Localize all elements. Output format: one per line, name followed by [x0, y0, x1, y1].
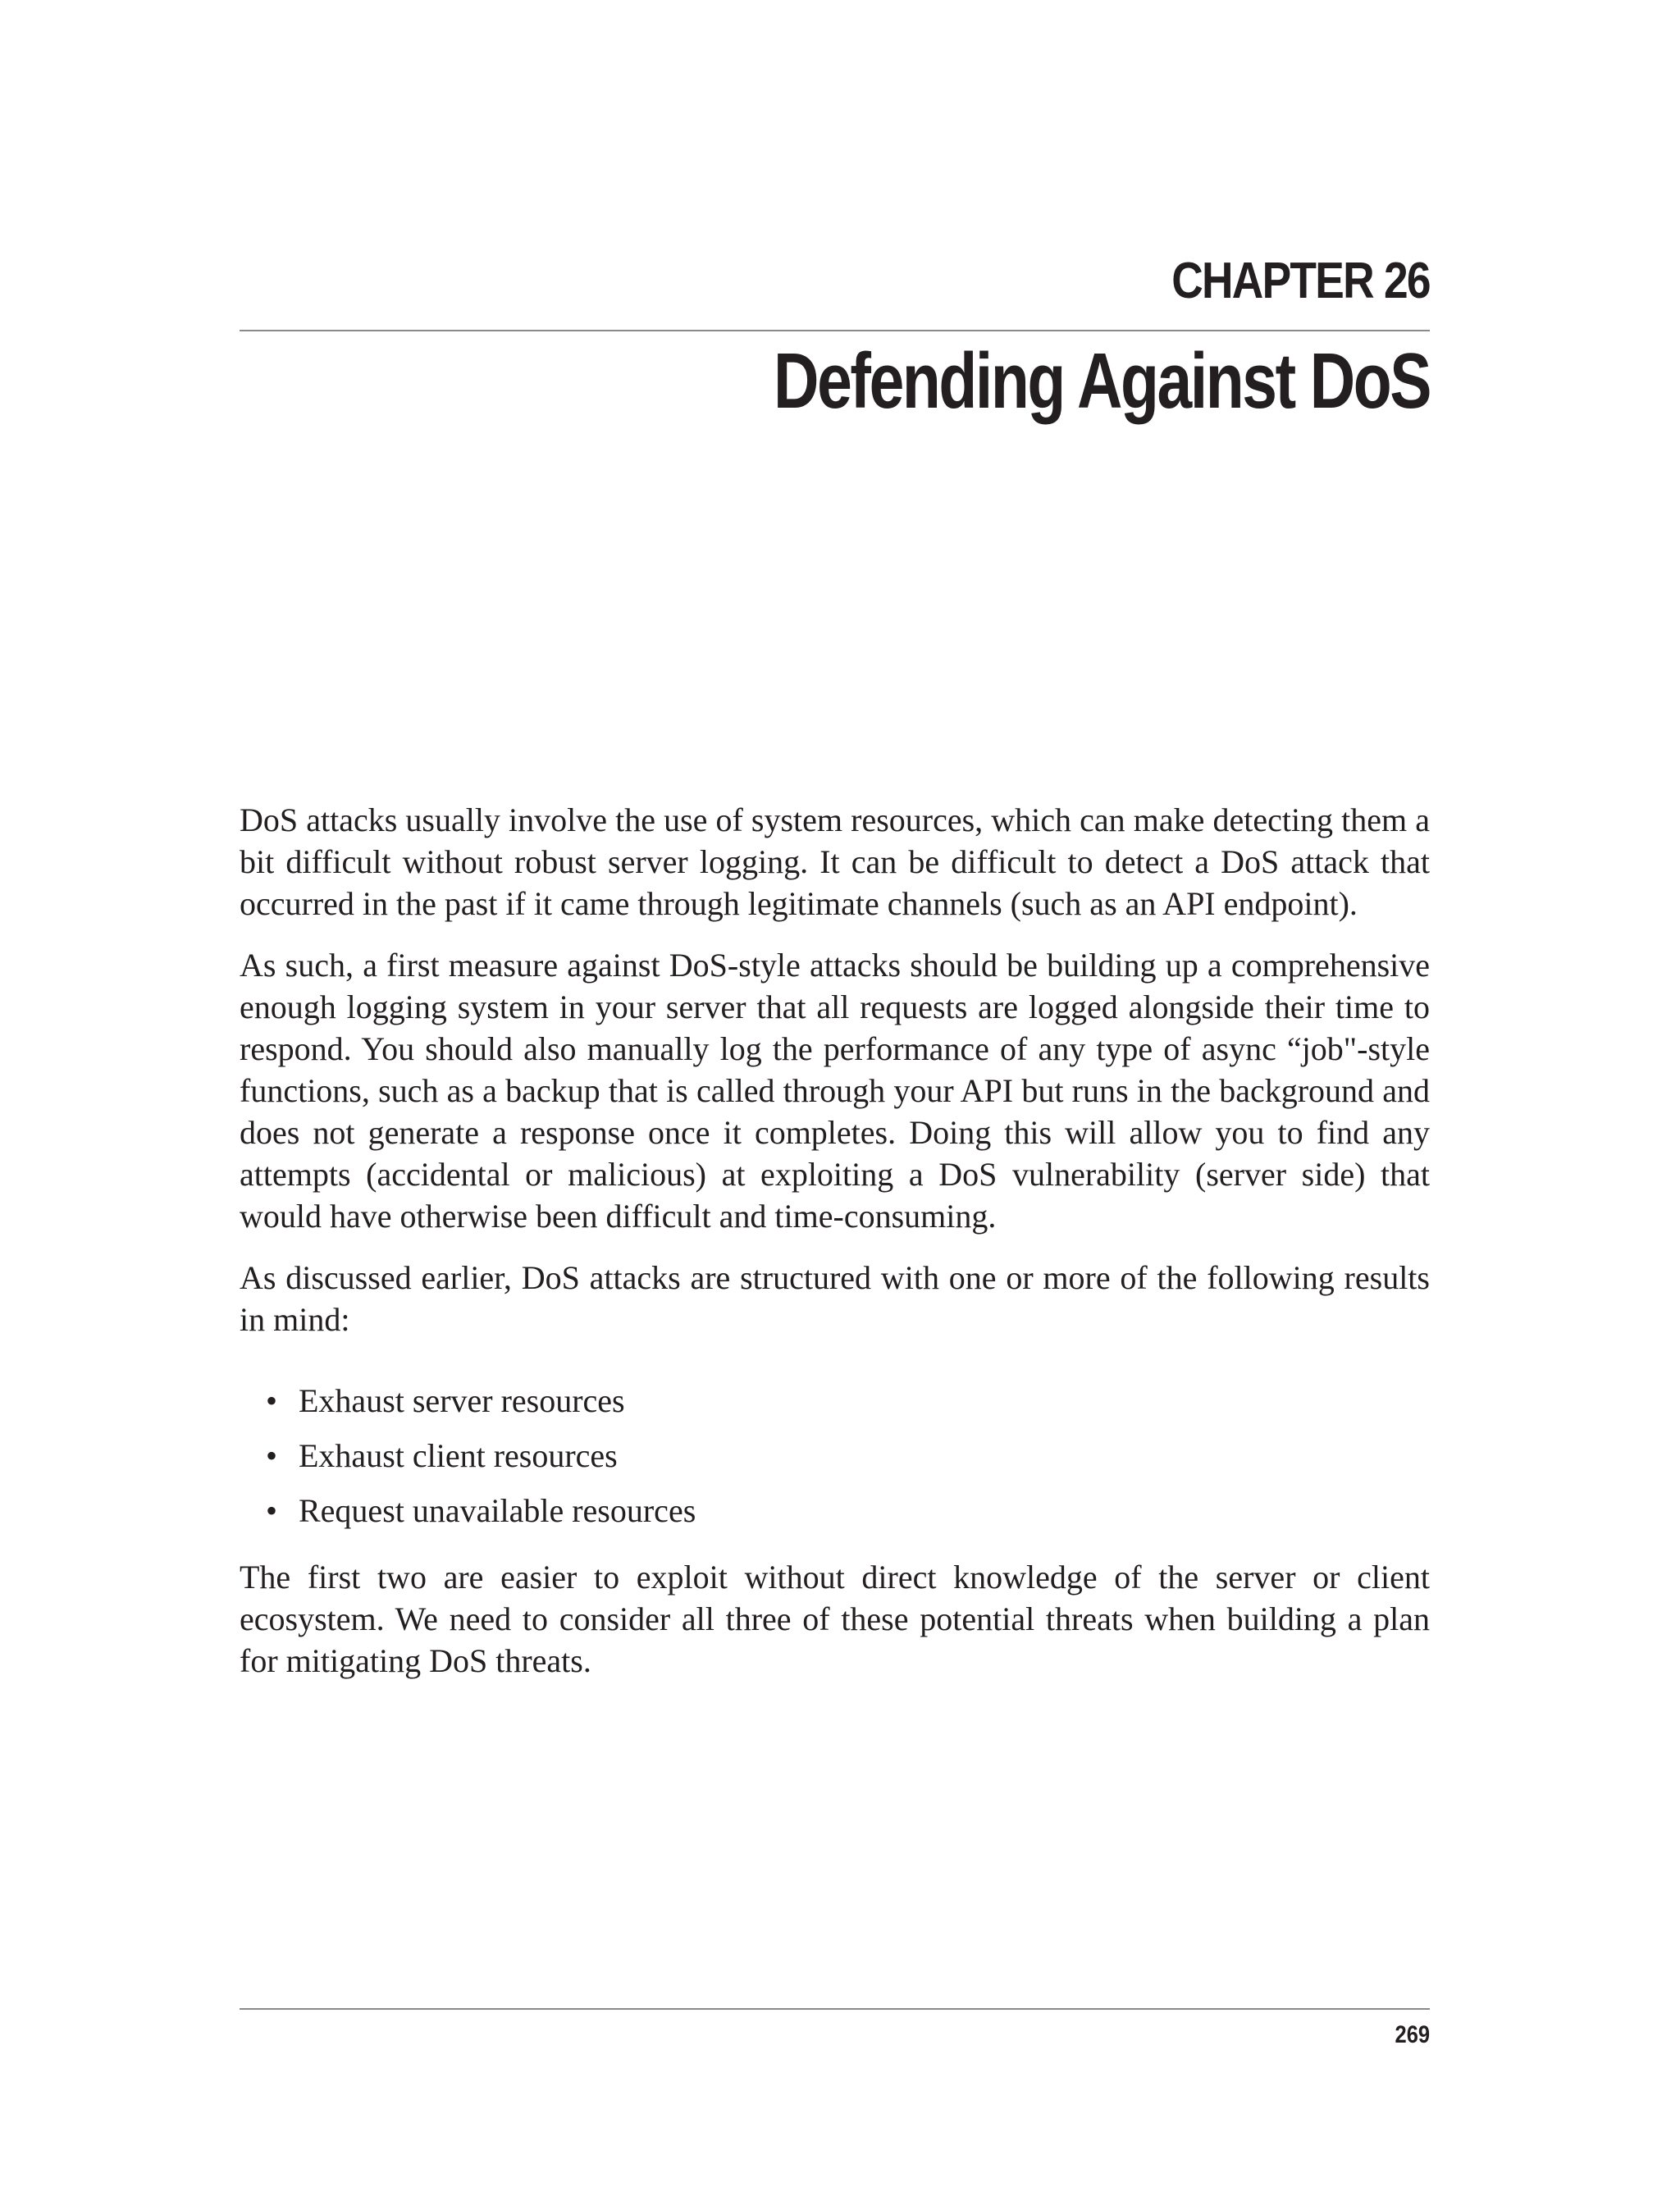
chapter-title: Defending Against DoS: [773, 337, 1430, 425]
footer-divider: [240, 2008, 1430, 2010]
paragraph-attack-goals: As discussed earlier, DoS attacks are structured with one or more of the following results in mind:: [240, 1259, 1430, 1338]
list-item: [266, 1435, 1430, 1477]
page-number: 269: [1395, 2021, 1430, 2048]
chapter-label: CHAPTER 26: [1171, 253, 1430, 309]
paragraph-intro: DoS attacks usually involve the use of system resources, which can make detecting them a bit difficult without robust server logging. It can be difficult to detect a DoS attack that occurred in the past if it came through legitimate channels (such as an API endpoint).: [240, 801, 1430, 922]
bullet-icon: •: [266, 1492, 278, 1529]
bullet-icon: •: [266, 1382, 278, 1419]
list-item: [266, 1380, 1430, 1422]
list-item-text: Exhaust client resources: [299, 1437, 618, 1474]
list-item: [266, 1490, 1430, 1532]
paragraph-closing: The first two are easier to exploit without direct knowledge of the server or client ecosystem. We need to consider all three of these potential threats when building a plan for mitigating DoS threats.: [240, 1559, 1430, 1679]
paragraph-logging: As such, a first measure against DoS-style attacks should be building up a comprehensive enough logging system in your server that all requests are logged alongside their time to respond. You should also manually log the performance of any type of async “job"-style functions, such as a backup that is called through your API but runs in the background and does not generate a response once it completes. Doing this will allow you to find any attempts (accidental or malicious) at exploiting a DoS vulnerability (server side) that would have otherwise been difficult and time-consuming.: [240, 947, 1430, 1235]
list-item-text: Exhaust server resources: [299, 1382, 625, 1419]
attack-goals-list: [240, 1380, 1430, 1532]
title-divider: [240, 330, 1430, 331]
bullet-icon: •: [266, 1437, 278, 1474]
list-item-text: Request unavailable resources: [299, 1492, 696, 1529]
chapter-body: [240, 799, 1430, 1701]
